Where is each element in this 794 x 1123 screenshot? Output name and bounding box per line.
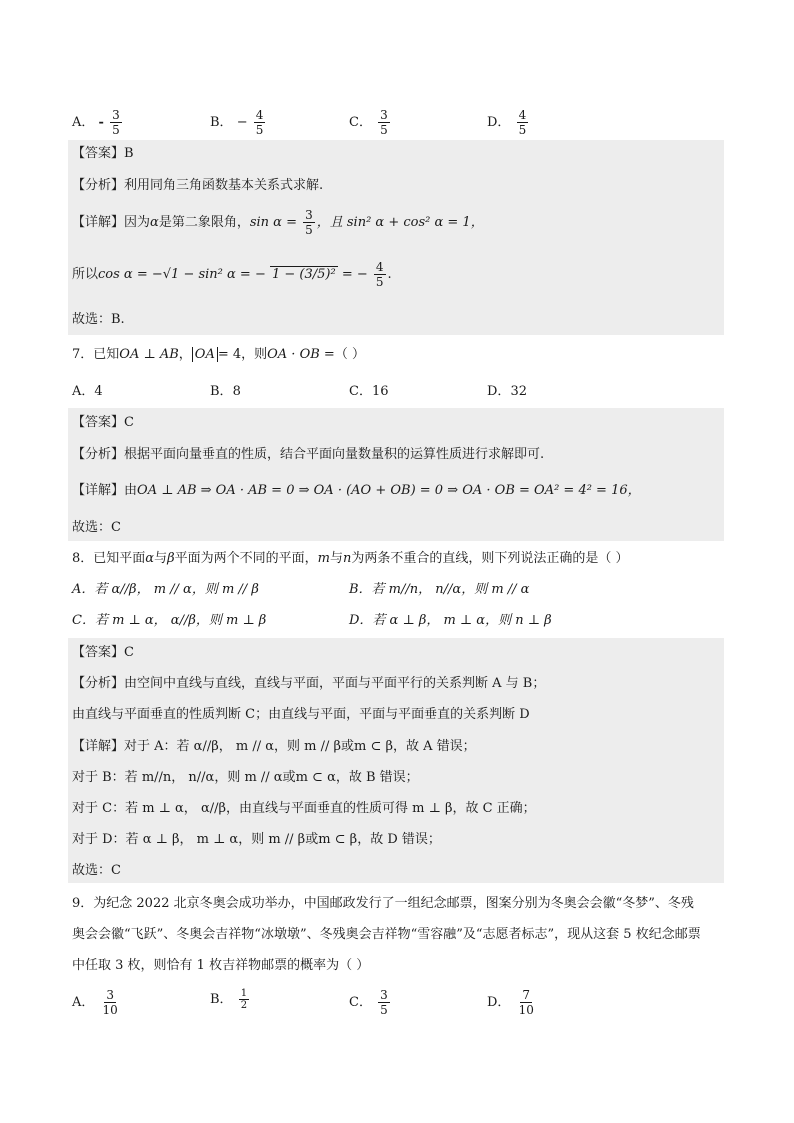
conclusion-text: 故选：C bbox=[72, 520, 121, 535]
q6-option-d bbox=[487, 108, 530, 137]
fraction-numerator: 3 bbox=[380, 988, 388, 1002]
analysis-text: 利用同角三角函数基本关系式求解. bbox=[124, 178, 324, 193]
math-vector-magnitude: OA bbox=[192, 347, 218, 362]
q8-option-a bbox=[72, 581, 259, 599]
question-text: 8．已知平面 bbox=[72, 551, 146, 566]
math-alpha: α bbox=[145, 551, 155, 566]
q6-option-b bbox=[210, 108, 267, 137]
option-letter: A． bbox=[72, 384, 95, 399]
fraction-denominator: 5 bbox=[255, 123, 264, 137]
fraction-denominator: 5 bbox=[380, 1003, 388, 1017]
math-expression: cos α = −√1 − sin² α = − bbox=[98, 267, 266, 282]
detail-text: 对于 B：若 m//n， n//α，则 m // α或m ⊂ α，故 B 错误； bbox=[72, 770, 419, 785]
question-text: 9．为纪念 2022 北京冬奥会成功举办，中国邮政发行了一组纪念邮票，图案分别为冬奥会会徽“冬梦”、冬残 bbox=[72, 896, 694, 911]
q9-stem-line-3 bbox=[72, 957, 369, 975]
detail-fraction bbox=[374, 260, 386, 289]
q7-analysis bbox=[72, 446, 544, 464]
analysis-label: 【分析】 bbox=[72, 676, 125, 691]
q7-option-c bbox=[349, 383, 389, 401]
question-text: 平面为两个不同的平面， bbox=[174, 551, 318, 566]
math-sqrt-expression: 1 − (3/5)² bbox=[271, 267, 336, 282]
fraction-numerator: 1 bbox=[240, 988, 248, 999]
question-text: 奥会会徽“飞跃”、冬奥会吉祥物“冰墩墩”、冬残奥会吉祥物“雪容融”及“志愿者标志”，现从这套 5 枚纪念邮票 bbox=[72, 927, 701, 942]
math-expression: sin α = bbox=[249, 215, 297, 230]
option-fraction bbox=[378, 988, 390, 1017]
fraction-numerator: 3 bbox=[106, 988, 114, 1002]
option-fraction bbox=[378, 108, 390, 137]
question-text: ， bbox=[178, 347, 192, 362]
math-vector-expression: OA ⊥ AB ⇒ OA · AB = 0 ⇒ OA · (AO + OB) = 0 ⇒ OA · OB = OA² = 4² = 16， bbox=[137, 483, 641, 498]
option-letter: B． bbox=[210, 992, 233, 1007]
detail-text: 对于 D：若 α ⊥ β， m ⊥ α，则 m // β或m ⊂ β，故 D 错误； bbox=[72, 832, 441, 847]
detail-text: 由 bbox=[124, 483, 138, 498]
fraction-denominator: 5 bbox=[518, 123, 527, 137]
q8-answer bbox=[72, 644, 134, 662]
option-letter: A． bbox=[72, 115, 95, 130]
fraction-denominator: 5 bbox=[112, 123, 120, 137]
option-fraction bbox=[517, 108, 529, 137]
detail-fraction bbox=[303, 208, 315, 237]
option-letter: C． bbox=[349, 115, 372, 130]
analysis-text: 由直线与平面垂直的性质判断 C；由直线与平面，平面与平面垂直的关系判断 D bbox=[72, 707, 530, 722]
q6-analysis bbox=[72, 177, 323, 195]
detail-text: 因为 bbox=[124, 215, 151, 230]
q8-option-b bbox=[349, 581, 529, 599]
option-text: C．若 m ⊥ α， α//β，则 m ⊥ β bbox=[72, 613, 267, 628]
math-n: n bbox=[342, 551, 352, 566]
question-text: 7．已知 bbox=[72, 347, 120, 362]
q7-detail bbox=[72, 482, 641, 500]
math-expression: ，且 sin² α + cos² α = 1， bbox=[316, 215, 484, 230]
q9-option-c bbox=[349, 988, 392, 1017]
q8-detail-3 bbox=[72, 800, 536, 818]
q7-answer bbox=[72, 414, 134, 432]
option-fraction bbox=[110, 108, 122, 137]
option-fraction bbox=[239, 988, 249, 1011]
q7-option-d bbox=[487, 383, 527, 401]
analysis-text: 由空间中直线与直线，直线与平面，平面与平面平行的关系判断 A 与 B； bbox=[124, 676, 546, 691]
fraction-denominator: 5 bbox=[305, 223, 313, 237]
fraction-denominator: 5 bbox=[375, 275, 384, 289]
fraction-denominator: 2 bbox=[240, 1000, 248, 1011]
option-text: D．若 α ⊥ β， m ⊥ α，则 n ⊥ β bbox=[349, 613, 552, 628]
fraction-numerator: 3 bbox=[305, 208, 313, 222]
detail-label: 【详解】 bbox=[72, 739, 125, 754]
question-text: = 4，则 bbox=[217, 347, 268, 362]
detail-text: . bbox=[387, 267, 392, 282]
q7-stem bbox=[72, 346, 365, 364]
q8-detail-4 bbox=[72, 831, 441, 849]
answer-value: B bbox=[124, 146, 134, 161]
option-fraction bbox=[254, 108, 266, 137]
question-text: 与 bbox=[329, 551, 343, 566]
detail-label: 【详解】 bbox=[72, 483, 125, 498]
fraction-numerator: 7 bbox=[522, 988, 531, 1002]
detail-text: 对于 C：若 m ⊥ α， α//β，由直线与平面垂直的性质可得 m ⊥ β，故 C 正确； bbox=[72, 801, 536, 816]
fraction-numerator: 4 bbox=[255, 108, 264, 122]
q9-stem-line-2 bbox=[72, 926, 701, 944]
q8-stem bbox=[72, 550, 628, 568]
option-text: 8 bbox=[232, 384, 241, 399]
q9-option-d bbox=[487, 988, 538, 1017]
detail-text: 所以 bbox=[72, 267, 99, 282]
option-letter: D． bbox=[487, 115, 511, 130]
answer-value: C bbox=[124, 645, 134, 660]
option-fraction bbox=[517, 988, 536, 1017]
fraction-numerator: 4 bbox=[375, 260, 384, 274]
q8-conclusion bbox=[72, 862, 121, 880]
analysis-label: 【分析】 bbox=[72, 447, 125, 462]
q7-option-b bbox=[210, 383, 241, 401]
math-vector-expression: OA · OB = bbox=[267, 347, 335, 362]
q6-detail-line-2 bbox=[72, 260, 392, 289]
detail-text: 对于 A：若 α//β， m // α，则 m // β或m ⊂ β，故 A 错误； bbox=[124, 739, 476, 754]
q9-stem-line-1 bbox=[72, 895, 694, 913]
question-blank: （ ） bbox=[334, 347, 365, 362]
analysis-text: 根据平面向量垂直的性质，结合平面向量数量积的运算性质进行求解即可. bbox=[124, 447, 545, 462]
q9-option-a bbox=[72, 988, 122, 1017]
q8-detail-1 bbox=[72, 738, 476, 756]
math-beta: β bbox=[167, 551, 175, 566]
fraction-denominator: 10 bbox=[102, 1003, 118, 1017]
option-sign: − bbox=[236, 115, 248, 130]
option-letter: B． bbox=[210, 384, 233, 399]
q6-option-a bbox=[72, 108, 124, 137]
q9-option-b bbox=[210, 988, 251, 1011]
option-text: 32 bbox=[510, 384, 527, 399]
option-letter: B． bbox=[210, 115, 233, 130]
q6-solution-block bbox=[68, 140, 724, 335]
fraction-numerator: 3 bbox=[380, 108, 388, 122]
detail-text: 是第二象限角， bbox=[158, 215, 250, 230]
q8-option-c bbox=[72, 612, 266, 630]
detail-label: 【详解】 bbox=[72, 215, 125, 230]
option-letter: C． bbox=[349, 384, 372, 399]
option-fraction bbox=[101, 988, 120, 1017]
q6-conclusion bbox=[72, 311, 125, 329]
fraction-numerator: 4 bbox=[518, 108, 527, 122]
answer-label: 【答案】 bbox=[72, 146, 125, 161]
q7-solution-block bbox=[68, 408, 724, 541]
q6-detail-line-1 bbox=[72, 208, 484, 237]
fraction-numerator: 3 bbox=[112, 108, 120, 122]
answer-label: 【答案】 bbox=[72, 415, 125, 430]
option-text: 16 bbox=[371, 384, 389, 399]
option-sign: - bbox=[98, 115, 104, 130]
conclusion-text: 故选：B. bbox=[72, 312, 125, 327]
option-text: A．若 α//β， m // α，则 m // β bbox=[72, 582, 259, 597]
question-text: 与 bbox=[154, 551, 168, 566]
q8-analysis-1 bbox=[72, 675, 545, 693]
option-letter: A． bbox=[72, 995, 95, 1010]
q8-option-d bbox=[349, 612, 552, 630]
option-text: B．若 m//n， n//α，则 m // α bbox=[349, 582, 530, 597]
answer-value: C bbox=[124, 415, 134, 430]
answer-label: 【答案】 bbox=[72, 645, 125, 660]
question-text: 为两条不重合的直线，则下列说法正确的是（ ） bbox=[351, 551, 629, 566]
option-letter: D． bbox=[487, 995, 511, 1010]
option-text: 4 bbox=[94, 384, 103, 399]
q7-conclusion bbox=[72, 519, 121, 537]
math-vector-expression: OA ⊥ AB bbox=[119, 347, 179, 362]
fraction-denominator: 10 bbox=[518, 1003, 534, 1017]
conclusion-text: 故选：C bbox=[72, 863, 121, 878]
q6-answer bbox=[72, 145, 134, 163]
math-m: m bbox=[317, 551, 330, 566]
q8-analysis-2 bbox=[72, 706, 530, 724]
analysis-label: 【分析】 bbox=[72, 178, 125, 193]
math-expression: = − bbox=[341, 267, 368, 282]
q6-option-c bbox=[349, 108, 392, 137]
q7-option-a bbox=[72, 383, 103, 401]
option-letter: D． bbox=[487, 384, 511, 399]
option-letter: C． bbox=[349, 995, 372, 1010]
question-text: 中任取 3 枚，则恰有 1 枚吉祥物邮票的概率为（ ） bbox=[72, 958, 370, 973]
q8-detail-2 bbox=[72, 769, 419, 787]
fraction-denominator: 5 bbox=[380, 123, 388, 137]
math-alpha: α bbox=[150, 215, 159, 230]
